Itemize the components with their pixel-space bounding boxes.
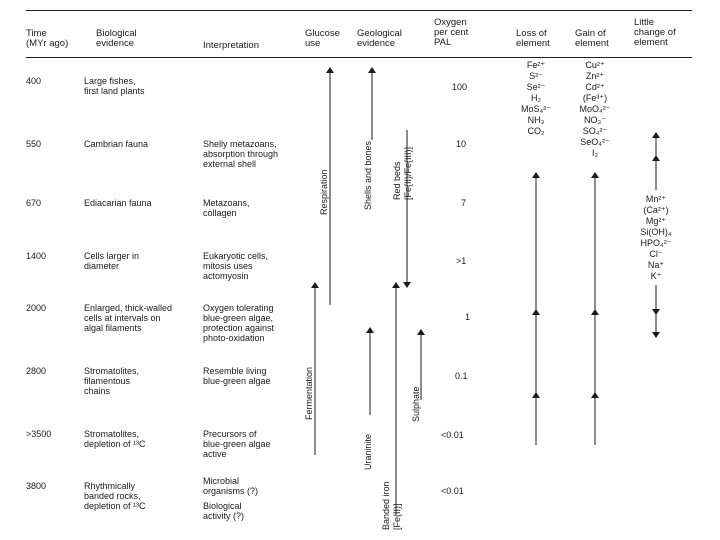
interp-line: active — [203, 449, 227, 459]
oxygen-cell: 7 — [461, 198, 467, 208]
header-little-line2: change of — [634, 27, 676, 38]
header-loss-line1: Loss of — [516, 28, 547, 39]
bio-line: Cambrian fauna — [84, 139, 149, 149]
gain-element: Cd²⁺ — [585, 82, 605, 92]
gain-element: Zn²⁺ — [585, 71, 605, 81]
header-interp: Interpretation — [203, 40, 259, 51]
redbeds-label-line: Red beds — [392, 161, 402, 200]
loss-element: H₂ — [531, 93, 541, 103]
interp-line: Eukaryotic cells, — [203, 251, 269, 261]
little-element: Mn²⁺ — [645, 194, 667, 204]
interp-line: Microbial — [203, 476, 240, 486]
gain-element: Cu²⁺ — [585, 60, 605, 70]
redbeds-label — [392, 147, 414, 200]
header-glucose-line1: Glucose — [305, 28, 340, 39]
bio-line: Large fishes, — [84, 76, 136, 86]
gain-element: NO₃⁻ — [584, 115, 606, 125]
banded-label-line: Banded iron — [381, 481, 391, 530]
redbeds-label-line: [Fe(II)/Fe(III)] — [403, 147, 413, 200]
loss-element: S²⁻ — [529, 71, 543, 81]
little-element: Mg²⁺ — [645, 216, 667, 226]
oxygen-cell: <0.01 — [441, 430, 464, 440]
gain-element: SO₄²⁻ — [582, 126, 608, 136]
time-cell: 400 — [26, 76, 42, 86]
loss-element: CO₂ — [527, 126, 545, 136]
interp-line: external shell — [203, 159, 257, 169]
header-oxygen-line3: PAL — [434, 37, 452, 48]
interp-line: blue-green algae — [203, 439, 271, 449]
header-gain-line2: element — [575, 38, 609, 49]
header-glucose-line2: use — [305, 38, 321, 49]
interp-line: Precursors of — [203, 429, 257, 439]
bio-line: chains — [84, 386, 111, 396]
little-element: Si(OH)₄ — [640, 227, 672, 237]
header-geo-line2: evidence — [357, 38, 396, 49]
interp-line: absorption through — [203, 149, 279, 159]
interp-line: Oxygen tolerating — [203, 303, 274, 313]
oxygen-cell: 100 — [452, 82, 468, 92]
header-bio-line2: evidence — [96, 38, 135, 49]
interp-line: protection against — [203, 323, 275, 333]
bio-line: Rhythmically — [84, 481, 136, 491]
bio-line: depletion of ¹³C — [84, 439, 146, 449]
interp-line: Shelly metazoans, — [203, 139, 277, 149]
little-element: Na⁺ — [647, 260, 665, 270]
time-cell: 550 — [26, 139, 42, 149]
time-cell: >3500 — [26, 429, 52, 439]
little-element: Cl⁻ — [649, 249, 663, 259]
header-loss-line2: element — [516, 38, 550, 49]
header-geo-line1: Geological — [357, 28, 402, 39]
oxygen-cell: 10 — [456, 139, 467, 149]
uraninite-label: Uraninite — [363, 433, 373, 470]
oxygen-cell: 0.1 — [455, 371, 468, 381]
bio-line: Cells larger in — [84, 251, 140, 261]
loss-element: NH₃ — [527, 115, 545, 125]
respiration-label: Respiration — [319, 169, 329, 215]
time-cell: 2000 — [26, 303, 47, 313]
gain-element: SeO₄²⁻ — [580, 137, 610, 147]
fermentation-label: Fermentation — [304, 366, 314, 420]
interp-line: Biological — [203, 501, 242, 511]
bio-line: cells at intervals on — [84, 313, 161, 323]
oxygen-cell: <0.01 — [441, 486, 464, 496]
bio-line: diameter — [84, 261, 120, 271]
header-little-line3: element — [634, 37, 668, 48]
shells-label: Shells and bones — [363, 140, 373, 210]
little-element: (Ca²⁺) — [643, 205, 669, 215]
sulphate-label: Sulphate — [411, 386, 421, 422]
time-cell: 3800 — [26, 481, 47, 491]
bio-line: banded rocks, — [84, 491, 141, 501]
interp-line: mitosis uses — [203, 261, 253, 271]
header-time-line1: Time — [26, 28, 47, 39]
interp-line: Resemble living — [203, 366, 267, 376]
gain-element: (Fe³⁺) — [582, 93, 608, 103]
interp-line: blue-green algae, — [203, 313, 274, 323]
header-time-line2: (MYr ago) — [26, 38, 69, 49]
banded-label-line: [Fe(II)] — [392, 503, 402, 530]
gain-element: I₂ — [592, 148, 598, 158]
header-oxygen-line1: Oxygen — [434, 17, 467, 28]
time-cell: 2800 — [26, 366, 47, 376]
oxygen-cell: 1 — [465, 312, 471, 322]
time-cell: 670 — [26, 198, 42, 208]
gain-element: MoO₄²⁻ — [579, 104, 611, 114]
bio-line: Ediacarian fauna — [84, 198, 152, 208]
interp-line: actomyosin — [203, 271, 249, 281]
loss-element: Se²⁻ — [526, 82, 546, 92]
bio-line: Stromatolites, — [84, 366, 140, 376]
loss-element: Fe²⁺ — [526, 60, 546, 70]
bio-line: Enlarged, thick-walled — [84, 303, 173, 313]
header-gain-line1: Gain of — [575, 28, 606, 39]
banded-iron-label — [381, 481, 403, 530]
interp-line: Metazoans, — [203, 198, 250, 208]
bio-line: first land plants — [84, 86, 145, 96]
little-element: HPO₄²⁻ — [640, 238, 672, 248]
bio-line: filamentous — [84, 376, 131, 386]
interp-line: collagen — [203, 208, 237, 218]
interp-line: blue-green algae — [203, 376, 271, 386]
loss-element: MoS₄²⁻ — [521, 104, 551, 114]
bio-line: depletion of ¹³C — [84, 501, 146, 511]
oxygen-cell: >1 — [456, 256, 467, 266]
bio-line: algal filaments — [84, 323, 142, 333]
interp-line: organisms (?) — [203, 486, 259, 496]
header-bio-line1: Biological — [96, 28, 137, 39]
header-little-line1: Little — [634, 17, 655, 28]
bio-line: Stromatolites, — [84, 429, 140, 439]
little-element: K⁺ — [650, 271, 662, 281]
interp-line: activity (?) — [203, 511, 245, 521]
time-cell: 1400 — [26, 251, 47, 261]
interp-line: photo-oxidation — [203, 333, 265, 343]
header-oxygen-line2: per cent — [434, 27, 469, 38]
